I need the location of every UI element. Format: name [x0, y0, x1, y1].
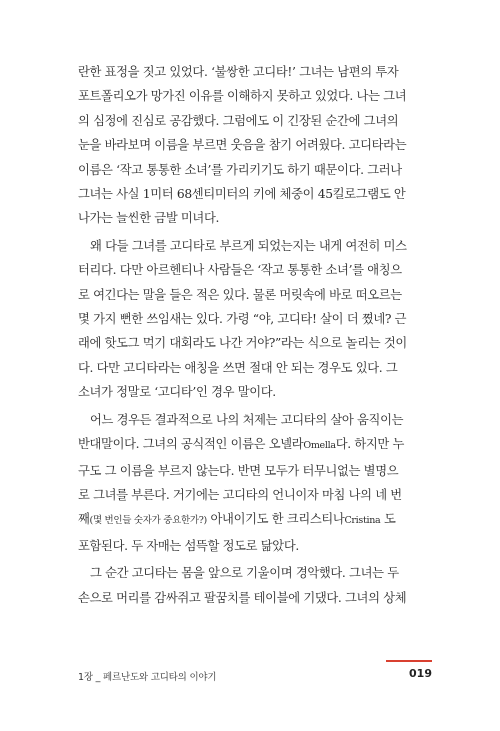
- text-line: 의 심정에 진심로 공감했다. 그럼에도 이 긴장된 순간에 그녀의: [78, 113, 399, 128]
- text-line: 래에 핫도그 먹기 대회라도 나간 거야?”라는 식으로 놀리는 것이: [78, 336, 407, 351]
- paragraph-4: [78, 561, 433, 610]
- paragraph-2: [78, 234, 433, 405]
- text-segment: 다. 하지만 누: [335, 437, 405, 452]
- text-line: 로 그녀를 부른다. 거기에는 고디타의 언니이자 마침 나의 네 번: [78, 487, 402, 502]
- text-line: 포함된다. 두 자매는 섬뜩할 정도로 닮았다.: [78, 538, 299, 553]
- text-line: 어느 경우든 결과적으로 나의 처제는 고디타의 살아 움직이는: [90, 412, 404, 427]
- aside-inline: (몇 번인들 숫자가 중요한가?): [89, 515, 207, 527]
- text-segment: 째: [78, 512, 90, 527]
- text-segment: 아내이기도 한 크리스티나: [206, 512, 345, 527]
- footer-accent-rule: [386, 660, 432, 662]
- text-line: 다. 다만 고디타라는 애칭을 쓰면 절대 안 되는 경우도 있다. 그: [78, 360, 398, 375]
- text-line: 포트폴리오가 망가진 이유를 이해하지 못하고 있었다. 나는 그녀: [78, 89, 407, 104]
- latin-name-inline: Omella: [303, 440, 336, 452]
- text-line: 이름은 ‘작고 통통한 소녀’를 가리키기도 하기 때문이다. 그러나: [78, 162, 402, 177]
- text-line: 나가는 늘씬한 금발 미녀다.: [78, 211, 220, 226]
- paragraph-3: [78, 408, 433, 558]
- text-segment: 반대말이다. 그녀의 공식적인 이름은 오넬라: [78, 437, 304, 452]
- text-line: 터리다. 다만 아르헨티나 사람들은 ‘작고 통통한 소녀’를 애칭으: [78, 263, 402, 278]
- running-head: 1장 _ 페르난도와 고디타의 이야기: [78, 672, 217, 683]
- text-line: 손으로 머리를 감싸쥐고 팔꿈치를 테이블에 기댔다. 그녀의 상체: [78, 590, 407, 605]
- text-line: [78, 432, 433, 458]
- page-number: 019: [409, 667, 432, 680]
- text-line: 소녀가 정말로 ‘고디타’인 경우 말이다.: [78, 385, 276, 400]
- text-line: 그 순간 고디타는 몸을 앞으로 기울이며 경악했다. 그녀는 두: [90, 566, 399, 581]
- text-line: 구도 그 이름을 부르지 않는다. 반면 모두가 터무니없는 별명으: [78, 463, 399, 478]
- text-line: 왜 다들 그녀를 고디타로 부르게 되었는지는 내게 여전히 미스: [90, 238, 407, 253]
- text-line: 그녀는 사실 1미터 68센티미터의 키에 체중이 45킬로그램도 안: [78, 187, 406, 202]
- page-body: [78, 60, 433, 610]
- text-line: 몇 가지 뻔한 쓰임새는 있다. 가령 “야, 고디타! 살이 더 쪘네? 근: [78, 312, 407, 327]
- text-line: 로 여긴다는 말을 들은 적은 있다. 물론 머릿속에 바로 떠오르는: [78, 287, 402, 302]
- latin-name-inline: Cristina: [344, 515, 381, 527]
- text-line: 눈을 바라보며 이름을 부르면 웃음을 참기 어려웠다. 고디타라는: [78, 138, 407, 153]
- text-line: 란한 표정을 짓고 있었다. ‘불쌍한 고디타!’ 그녀는 남편의 투자: [78, 65, 399, 79]
- paragraph-1: [78, 60, 433, 231]
- text-segment: 도: [380, 512, 396, 527]
- text-line: [78, 507, 433, 533]
